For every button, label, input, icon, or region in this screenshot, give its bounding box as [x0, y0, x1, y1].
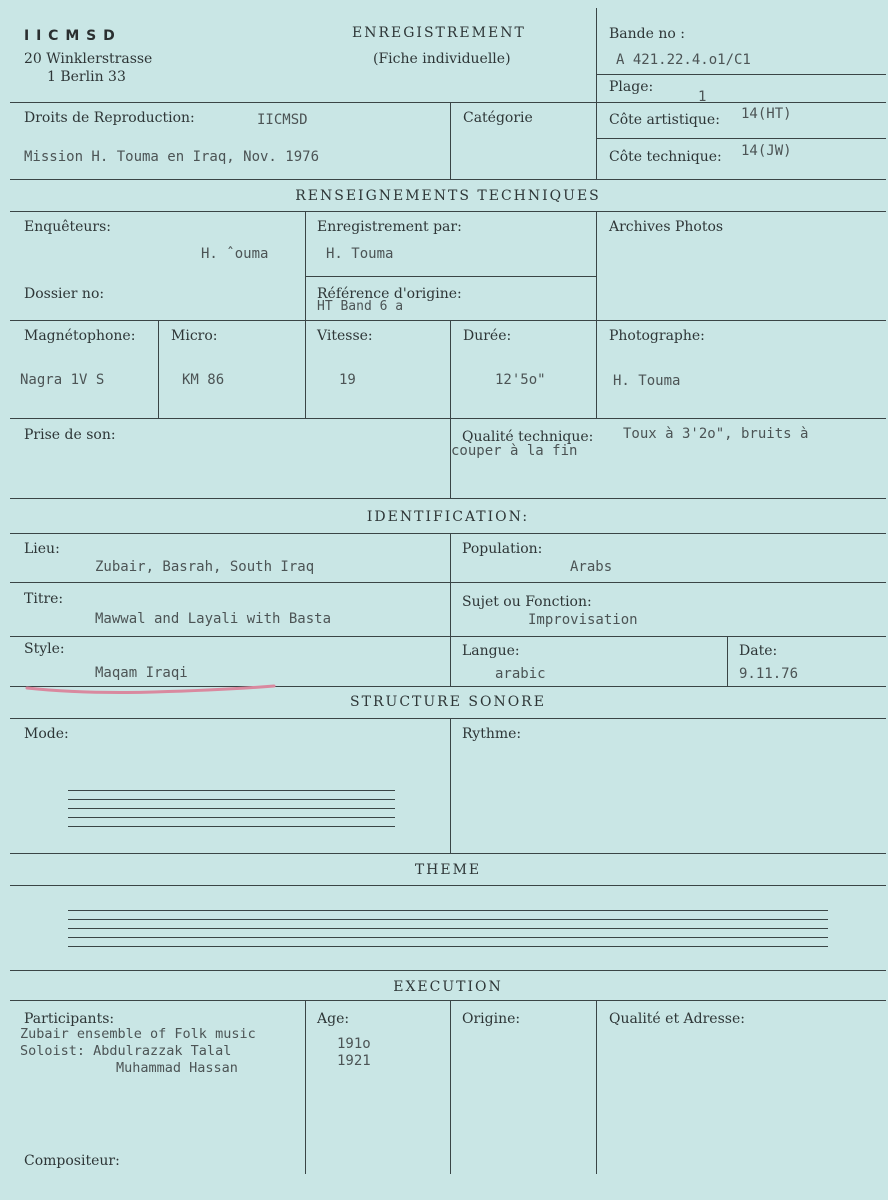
photographe-value: H. Touma — [613, 373, 681, 389]
compositeur-label: Compositeur: — [24, 1153, 120, 1169]
participants-line-3: Muhammad Hassan — [116, 1060, 238, 1076]
rule — [596, 1000, 597, 1174]
titre-value: Mawwal and Layali with Basta — [95, 611, 332, 627]
rule — [450, 1000, 451, 1174]
archives-photos-label: Archives Photos — [609, 219, 724, 235]
droits-value: IICMSD — [257, 112, 308, 128]
participants-label: Participants: — [24, 1011, 115, 1027]
staff-line — [68, 946, 828, 947]
rule — [10, 885, 886, 886]
staff-line — [68, 826, 395, 827]
age-label: Age: — [317, 1011, 350, 1027]
cote-technique-value: 14(JW) — [741, 143, 792, 159]
magnetophone-label: Magnétophone: — [24, 328, 136, 344]
rule — [10, 970, 886, 971]
sujet-value: Improvisation — [528, 612, 638, 628]
style-value: Maqam Iraqi — [95, 665, 188, 681]
rule — [10, 533, 886, 534]
cote-artistique-label: Côte artistique: — [609, 112, 720, 128]
section-title-execution: EXECUTION — [393, 979, 503, 995]
mission-value: Mission H. Touma en Iraq, Nov. 1976 — [24, 149, 320, 165]
participants-line-1: Zubair ensemble of Folk music — [20, 1026, 256, 1042]
form-subtitle: (Fiche individuelle) — [373, 51, 511, 67]
date-label: Date: — [739, 643, 778, 659]
rule — [596, 138, 886, 139]
staff-line — [68, 817, 395, 818]
rule — [158, 320, 159, 418]
rule — [305, 211, 306, 418]
rule — [450, 533, 451, 686]
enregistrement-value: H. Touma — [326, 246, 394, 262]
section-title-technique: RENSEIGNEMENTS TECHNIQUES — [295, 188, 601, 204]
age-value-1: 191o — [337, 1036, 371, 1052]
mode-label: Mode: — [24, 726, 69, 742]
rule — [727, 636, 728, 686]
bande-value: A 421.22.4.o1/C1 — [616, 52, 751, 68]
titre-label: Titre: — [24, 591, 64, 607]
origine-label: Origine: — [462, 1011, 521, 1027]
population-value: Arabs — [570, 559, 613, 575]
address-street: 20 Winklerstrasse — [24, 51, 153, 67]
vitesse-label: Vitesse: — [317, 328, 373, 344]
micro-label: Micro: — [171, 328, 218, 344]
rule — [10, 320, 886, 321]
rule — [305, 276, 596, 277]
reference-label: Référence d'origine: — [317, 286, 462, 302]
rule — [10, 418, 886, 419]
rule — [305, 1000, 306, 1174]
participants-line-2: Soloist: Abdulrazzak Talal — [20, 1043, 232, 1059]
rule — [10, 636, 886, 637]
section-title-structure: STRUCTURE SONORE — [350, 694, 546, 710]
photographe-label: Photographe: — [609, 328, 705, 344]
staff-line — [68, 790, 395, 791]
enqueteurs-label: Enquêteurs: — [24, 219, 112, 235]
staff-line — [68, 928, 828, 929]
rythme-label: Rythme: — [462, 726, 522, 742]
address-city: 1 Berlin 33 — [47, 69, 126, 85]
rule — [596, 74, 886, 75]
rule — [596, 211, 597, 418]
population-label: Population: — [462, 541, 543, 557]
qualite-technique-label: Qualité technique: — [462, 429, 594, 445]
staff-line — [68, 937, 828, 938]
rule — [10, 718, 886, 719]
enregistrement-label: Enregistrement par: — [317, 219, 462, 235]
org-name: I I C M S D — [24, 28, 116, 44]
sujet-label: Sujet ou Fonction: — [462, 594, 592, 610]
dossier-label: Dossier no: — [24, 286, 105, 302]
duree-label: Durée: — [463, 328, 512, 344]
form-title: ENREGISTREMENT — [352, 25, 526, 41]
rule — [10, 102, 886, 103]
bande-label: Bande no : — [609, 26, 685, 42]
rule — [450, 320, 451, 498]
rule — [10, 1000, 886, 1001]
rule — [10, 211, 886, 212]
categorie-label: Catégorie — [463, 110, 533, 126]
qualite-adresse-label: Qualité et Adresse: — [609, 1011, 745, 1027]
vitesse-value: 19 — [339, 372, 356, 388]
rule — [10, 498, 886, 499]
enqueteurs-value: H. ˆouma — [201, 246, 269, 262]
section-title-identification: IDENTIFICATION: — [366, 509, 530, 525]
style-label: Style: — [24, 641, 65, 657]
rule — [596, 8, 597, 179]
plage-value: 1 — [698, 89, 707, 105]
staff-line — [68, 808, 395, 809]
rule — [450, 718, 451, 853]
micro-value: KM 86 — [182, 372, 225, 388]
staff-line — [68, 799, 395, 800]
cote-artistique-value: 14(HT) — [741, 106, 792, 122]
staff-line — [68, 919, 828, 920]
qualite-technique-value: Toux à 3'2o", bruits à — [623, 426, 809, 442]
droits-label: Droits de Reproduction: — [24, 110, 195, 126]
prise-de-son-label: Prise de son: — [24, 427, 116, 443]
age-value-2: 1921 — [337, 1053, 371, 1069]
reference-value: HT Band 6 a — [317, 299, 404, 314]
cote-technique-label: Côte technique: — [609, 149, 722, 165]
date-value: 9.11.76 — [739, 666, 799, 682]
magnetophone-value: Nagra 1V S — [20, 372, 105, 388]
qualite-technique-value-2: couper à la fin — [451, 443, 578, 459]
staff-line — [68, 910, 828, 911]
langue-label: Langue: — [462, 643, 520, 659]
plage-label: Plage: — [609, 79, 654, 95]
section-title-theme: THEME — [414, 862, 482, 878]
lieu-value: Zubair, Basrah, South Iraq — [95, 559, 315, 575]
rule — [10, 853, 886, 854]
langue-value: arabic — [495, 666, 546, 682]
rule — [10, 582, 886, 583]
rule — [10, 179, 886, 180]
lieu-label: Lieu: — [24, 541, 60, 557]
rule — [450, 102, 451, 179]
duree-value: 12'5o" — [495, 372, 546, 388]
